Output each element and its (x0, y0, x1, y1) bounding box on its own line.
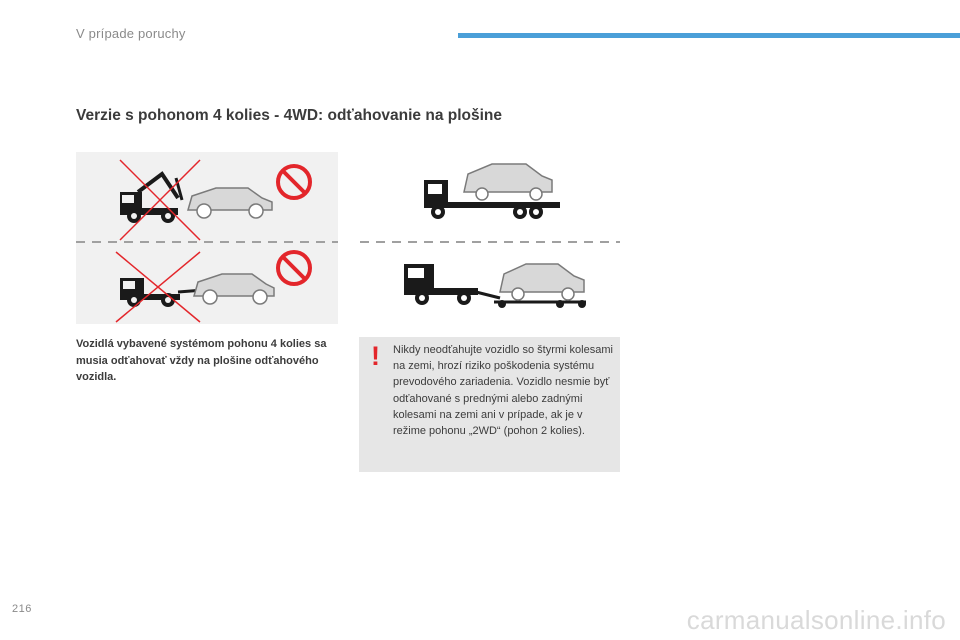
no-entry-icon (278, 252, 310, 284)
watermark: carmanualsonline.info (686, 605, 946, 635)
exclamation-warning-icon: ! (371, 341, 380, 371)
section-title: Verzie s pohonom 4 kolies - 4WD: odťahovanie na plošine (76, 107, 503, 124)
warning-box (359, 337, 620, 472)
tow-truck-lifting-icon (120, 174, 182, 223)
tow-bar-icon (120, 278, 204, 307)
warning-text: Nikdy neodťahujte vozidlo so štyrmi kolesami na zemi, hrozí riziko poškodenia systému prevodového zariadenia. Vozidlo nesmie byť odťahované s prednými alebo zadnými kolesami na zemi ani v prípade, ak je v režime pohonu „2WD“ (pohon 2 kolies). (393, 344, 613, 438)
car-towed-icon (194, 274, 274, 304)
car-lifted-icon (188, 188, 272, 218)
illustration-correct-towing (360, 152, 620, 324)
body-text-4wd: Vozidlá vybavené systémom pohonu 4 kolies sa musia odťahovať vždy na plošine odťahového vozidla. (76, 338, 327, 383)
car-on-flatbed-icon (464, 164, 552, 200)
header-accent-bar (458, 33, 960, 38)
car-on-trailer-icon (500, 264, 584, 300)
chapter-title: V prípade poruchy (76, 26, 186, 41)
illustration-forbidden-towing (76, 152, 338, 324)
no-entry-icon (278, 166, 310, 198)
page-number: 216 (12, 603, 32, 615)
